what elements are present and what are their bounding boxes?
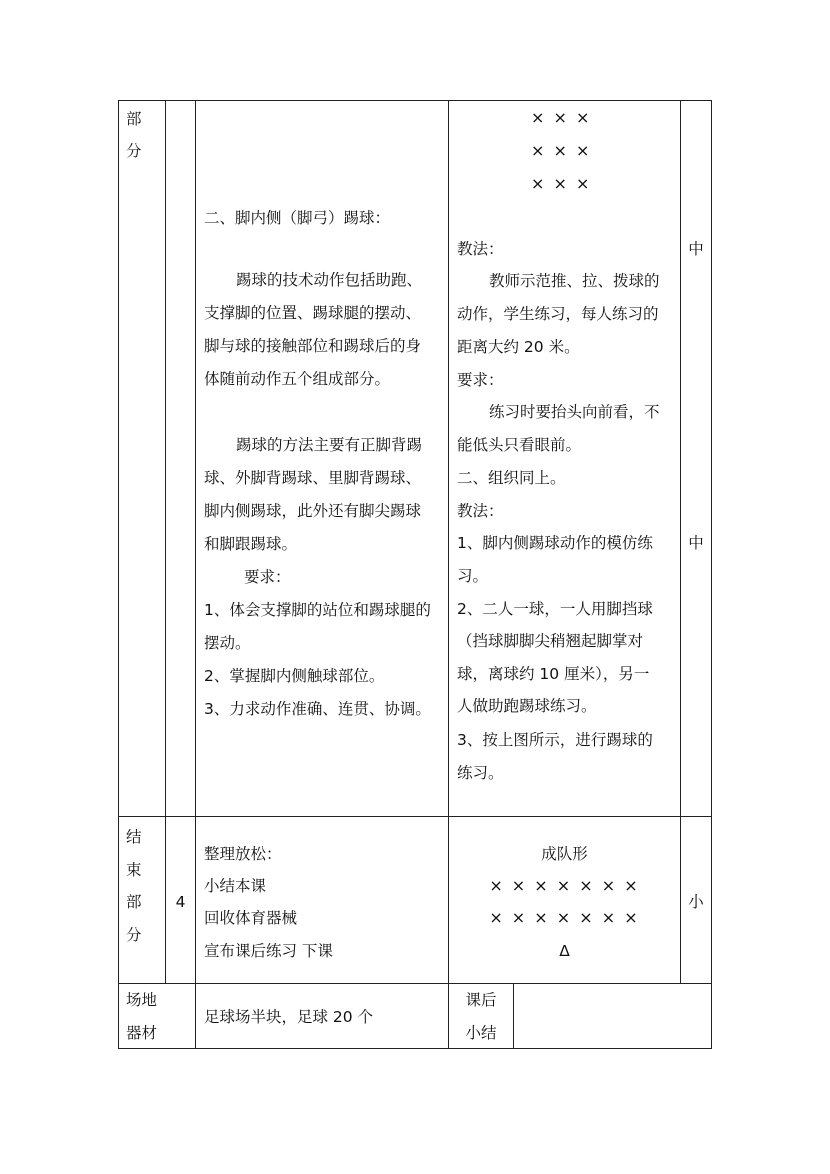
para1-line: 踢球的技术动作包括助跑、 — [236, 271, 423, 289]
para1-line: 体随前动作五个组成部分。 — [204, 370, 391, 388]
col-divider-3 — [448, 100, 449, 1049]
content-heading: 二、脚内侧（脚弓）踢球： — [204, 209, 391, 227]
org-line: 练习时要抬头向前看，不 — [489, 403, 660, 421]
col-divider-5 — [513, 983, 514, 1049]
para2-line: 脚内侧踢球，此外还有脚尖踢球 — [204, 502, 422, 520]
org-line: 教法： — [457, 502, 504, 520]
section-label-char: 分 — [126, 926, 142, 944]
para2-line: 踢球的方法主要有正脚背踢 — [236, 436, 423, 454]
formation-row: × × × — [531, 108, 592, 127]
org-line: 要求： — [457, 371, 504, 389]
table-right-border — [711, 100, 712, 1049]
formation-row: × × × × × × × — [489, 876, 640, 895]
para2-line: 球、外脚背踢球、里脚背踢球、 — [204, 469, 422, 487]
formation-row: × × × — [531, 174, 592, 193]
venue-value: 足球场半块，足球 20 个 — [204, 1008, 374, 1026]
org-line: 动作，学生练习，每人练习的 — [457, 305, 659, 323]
requirement-line: 3、力求动作准确、连贯、协调。 — [204, 700, 431, 718]
org-line: 1、脚内侧踢球动作的模仿练 — [457, 534, 653, 552]
col-divider-2 — [195, 100, 196, 1049]
end-content-line: 宣布课后练习 下课 — [204, 942, 333, 960]
requirement-line: 2、掌握脚内侧触球部位。 — [204, 667, 385, 685]
section-label-char: 分 — [126, 142, 142, 160]
formation-row: × × × × × × × — [489, 908, 640, 927]
para1-line: 支撑脚的位置、踢球腿的摆动、 — [204, 304, 422, 322]
col-divider-1 — [165, 100, 166, 984]
end-content-line: 小结本课 — [204, 877, 267, 895]
org-line: 距离大约 20 米。 — [457, 338, 580, 356]
org-line: 球，离球约 10 厘米），另一 — [457, 665, 650, 683]
requirements-title: 要求： — [244, 568, 291, 586]
org-line: 习。 — [457, 567, 489, 585]
intensity-value: 小 — [688, 893, 704, 911]
section-divider — [118, 816, 712, 817]
para2-line: 和脚跟踢球。 — [204, 535, 298, 553]
intensity-value: 中 — [688, 534, 704, 552]
formation-row: × × × — [531, 141, 592, 160]
section-label-char: 部 — [126, 893, 142, 911]
section-label-char: 部 — [126, 110, 142, 128]
section-label-char: 结 — [126, 828, 142, 846]
org-line: 3、按上图所示，进行踢球的 — [457, 731, 653, 749]
table-top-border — [118, 100, 712, 101]
table-left-border — [118, 100, 119, 1049]
footer-divider — [118, 983, 712, 984]
org-line: （挡球脚脚尖稍翘起脚掌对 — [457, 632, 644, 650]
teacher-mark: Δ — [559, 942, 570, 960]
para1-line: 脚与球的接触部位和踢球后的身 — [204, 337, 422, 355]
venue-label: 器材 — [126, 1024, 158, 1042]
org-line: 教师示范推、拉、拨球的 — [489, 272, 660, 290]
summary-label: 课后 — [465, 991, 497, 1009]
org-line: 人做助跑踢球练习。 — [457, 697, 597, 715]
org-line: 能低头只看眼前。 — [457, 436, 582, 454]
org-line: 2、二人一球，一人用脚挡球 — [457, 600, 653, 618]
requirement-line: 摆动。 — [204, 634, 251, 652]
org-line: 二、组织同上。 — [457, 469, 566, 487]
time-value: 4 — [175, 893, 186, 911]
org-line: 练习。 — [457, 764, 504, 782]
table-bottom-border — [118, 1048, 712, 1049]
intensity-value: 中 — [688, 240, 704, 258]
requirement-line: 1、体会支撑脚的站位和踢球腿的 — [204, 601, 431, 619]
end-content-line: 回收体育器械 — [204, 909, 298, 927]
end-content-line: 整理放松： — [204, 845, 282, 863]
section-label-char: 束 — [126, 861, 142, 879]
venue-label: 场地 — [126, 991, 158, 1009]
summary-label: 小结 — [465, 1024, 497, 1042]
formation-title: 成队形 — [541, 845, 588, 863]
method-label: 教法： — [457, 240, 504, 258]
